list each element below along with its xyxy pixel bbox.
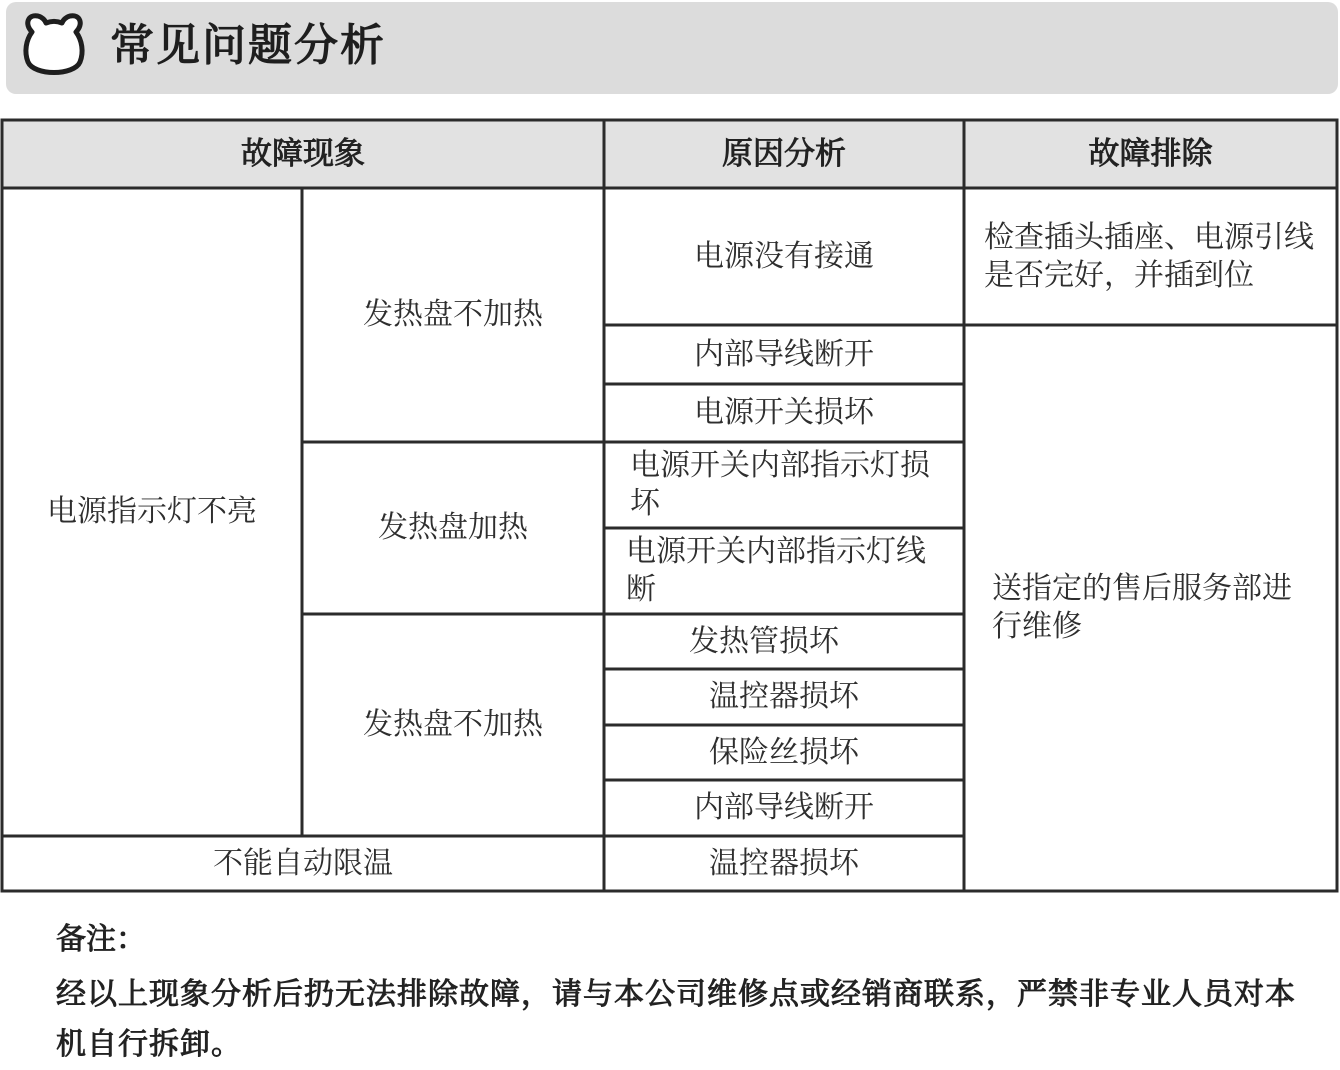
cause-8: 保险丝损坏: [709, 734, 859, 770]
cause-4: 电源开关内部指示灯损坏: [630, 448, 930, 521]
remedy-check-plug: 检查插头插座、电源引线是否完好，并插到位: [984, 219, 1314, 293]
cause-2: 内部导线断开: [694, 336, 874, 372]
remedy-service: 送指定的售后服务部进行维修: [992, 571, 1292, 644]
note-label: 备注：: [56, 922, 146, 957]
phenomenon-main: 电源指示灯不亮: [47, 494, 257, 529]
cause-5: 电源开关内部指示灯线断: [626, 534, 926, 607]
note-text: 经以上现象分析后扔无法排除故障，请与本公司维修点或经销商联系，严禁非专业人员对本机自行拆卸。: [56, 977, 1296, 1062]
cause-3: 电源开关损坏: [694, 395, 874, 430]
cause-10: 温控器损坏: [709, 845, 859, 881]
cause-7: 温控器损坏: [709, 679, 859, 714]
sub-phenomenon-3: 发热盘不加热: [363, 707, 543, 742]
cause-9: 内部导线断开: [694, 790, 874, 825]
header-remedy: 故障排除: [1088, 136, 1213, 172]
cause-6: 发热管损坏: [689, 623, 839, 659]
header-phenomenon: 故障现象: [241, 136, 365, 172]
header-cause: 原因分析: [722, 136, 846, 172]
sub-phenomenon-1: 发热盘不加热: [363, 297, 543, 332]
page-title: 常见问题分析: [110, 20, 386, 71]
phenomenon-last: 不能自动限温: [213, 845, 393, 881]
cause-1: 电源没有接通: [694, 238, 874, 274]
sub-phenomenon-2: 发热盘加热: [378, 510, 528, 545]
